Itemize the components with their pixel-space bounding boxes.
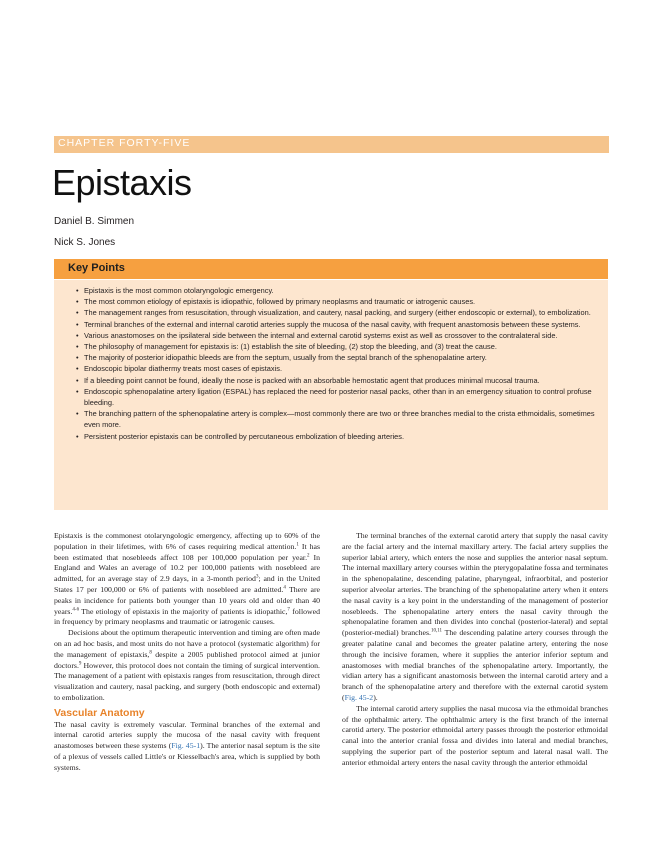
- key-point: • The majority of posterior idiopathic bleeds are from the septum, usually from the septal branch of the sphenopalatine artery.: [76, 352, 596, 363]
- body-paragraph: The internal carotid artery supplies the nasal mucosa via the ethmoidal branches of the ophthalmic artery. The ophthalmic artery is the first branch of the internal carotid artery. The posterior ethmoidal artery passes through the posterior ethmoidal canal into the anterior cranial fossa and divides into lateral and medial branches, supplying the superior part of the posterior septum and lateral nasal wall. The anterior ethmoidal artery enters the nasal cavity through the anterior ethmoidal: [342, 703, 608, 767]
- figure-link[interactable]: Fig. 45-2: [344, 692, 374, 702]
- key-point: • Endoscopic bipolar diathermy treats most cases of epistaxis.: [76, 363, 596, 374]
- key-point: • The management ranges from resuscitation, through visualization, and cautery, nasal packing, and surgery (either endoscopic or external), to embolization.: [76, 307, 596, 318]
- key-point: • Various anastomoses on the ipsilateral side between the internal and external carotid systems exist as well as crossover to the contralateral side.: [76, 330, 596, 341]
- key-point: • The philosophy of management for epistaxis is: (1) establish the site of bleeding, (2) stop the bleeding, and (3) treat the cause.: [76, 341, 596, 352]
- chapter-label: CHAPTER FORTY-FIVE: [58, 137, 191, 149]
- key-point: • Persistent posterior epistaxis can be controlled by percutaneous embolization of bleeding arteries.: [76, 431, 596, 442]
- section-heading: Vascular Anatomy: [54, 706, 145, 719]
- figure-link[interactable]: Fig. 45-1: [171, 741, 201, 751]
- key-point: • If a bleeding point cannot be found, ideally the nose is packed with an absorbable hemostatic agent that produces minimal mucosal trauma.: [76, 375, 596, 386]
- key-points-list: [76, 285, 596, 442]
- key-point: • Endoscopic sphenopalatine artery ligation (ESPAL) has replaced the need for posterior nasal packs, other than in an emergency situation to control profuse bleeding.: [76, 386, 596, 408]
- body-paragraph: The nasal cavity is extremely vascular. Terminal branches of the external and internal carotid arteries supply the mucosa of the nasal cavity with frequent anastomoses between these systems (Fig. 45-1). The anterior nasal septum is the site of a plexus of vessels called Little's or Kiesselbach's area, which is supplied by both systems.: [54, 719, 320, 772]
- key-point: • The most common etiology of epistaxis is idiopathic, followed by primary neoplasms and traumatic or iatrogenic causes.: [76, 296, 596, 307]
- key-point: • The branching pattern of the sphenopalatine artery is complex—most commonly there are two or three branches medial to the crista ethmoidalis, sometimes even more.: [76, 408, 596, 430]
- key-points-header: [54, 259, 608, 280]
- body-column-left: [54, 531, 320, 774]
- author-1: Daniel B. Simmen: [54, 216, 135, 227]
- key-point: • Terminal branches of the external and internal carotid arteries supply the mucosa of the nasal cavity, with frequent anastomosis between these systems.: [76, 319, 596, 330]
- body-paragraph: Decisions about the optimum therapeutic intervention and timing are often made on an ad hoc basis, and most units do not have a protocol (systematic algorithm) for the management of epistaxis,$^8$ despite a 2005 published protocol aimed at junior doctors.$^9$ However, this protocol does not contain the timing of surgical intervention. The management of a patient with epistaxis ranges from resuscitation, through direct visualization and cautery, nasal packing, and surgery (both endoscopic and external) to embolization.: [54, 628, 320, 702]
- body-paragraph: Epistaxis is the commonest otolaryngologic emergency, affecting up to 60% of the population in their lifetimes, with 6% of cases requiring medical attention.$^1$ It has been estimated that nosebleeds affect 108 per 100,000 population per year.$^2$ In England and Wales an average of 10.2 per 100,000 patients with nosebleed are admitted, for an average stay of 2.9 days, in a 3-month period$^3$; and in the United States 17 per 100,000 or 6% of patients with nosebleed are admitted.$^4$ There are peaks in incidence for patients both younger than 10 years old and older than 40 years.$^{4-6}$ The etiology of epistaxis in the majority of patients is idiopathic,$^7$ followed in frequency by primary neoplasms and traumatic or iatrogenic causes.: [54, 531, 321, 627]
- key-points-box: [54, 259, 608, 510]
- key-point: • Epistaxis is the most common otolaryngologic emergency.: [76, 285, 596, 296]
- key-points-title: Key Points: [68, 262, 125, 274]
- body-column-right: [342, 531, 608, 769]
- author-2: Nick S. Jones: [54, 237, 116, 248]
- body-paragraph: The terminal branches of the external carotid artery that supply the nasal cavity are the facial artery and the internal maxillary artery. The facial artery supplies the superior labial artery, which enters the nose and supplies the anterior nasal septum. The internal maxillary artery courses within the pterygopalatine fossa and terminates in the sphenopalatine, descending palatine, pharyngeal, infraorbital, and posterior superior alveolar arteries. The branching of the sphenopalatine artery when it enters the nasal cavity is a key point in the understanding of the management of posterior nosebleeds. The sphenopalatine artery enters the nasal cavity through the sphenopalatine foramen and then divides into conchal (posterior-lateral) and septal (posterior-medial) branches.$^{10,11}$ The descending palatine artery courses through the greater palatine canal and becomes the greater palatine artery, entering the nose through the incisive foramen, where it supplies the anterior inferior septum and anastomoses with medial branches of the sphenopalatine artery. Importantly, the vidian artery has a significant anastomosis between the internal carotid artery and a branch of the sphenopalatine artery and therefore with the external carotid system (Fig. 45-2).: [342, 531, 608, 702]
- chapter-title: Epistaxis: [52, 162, 192, 203]
